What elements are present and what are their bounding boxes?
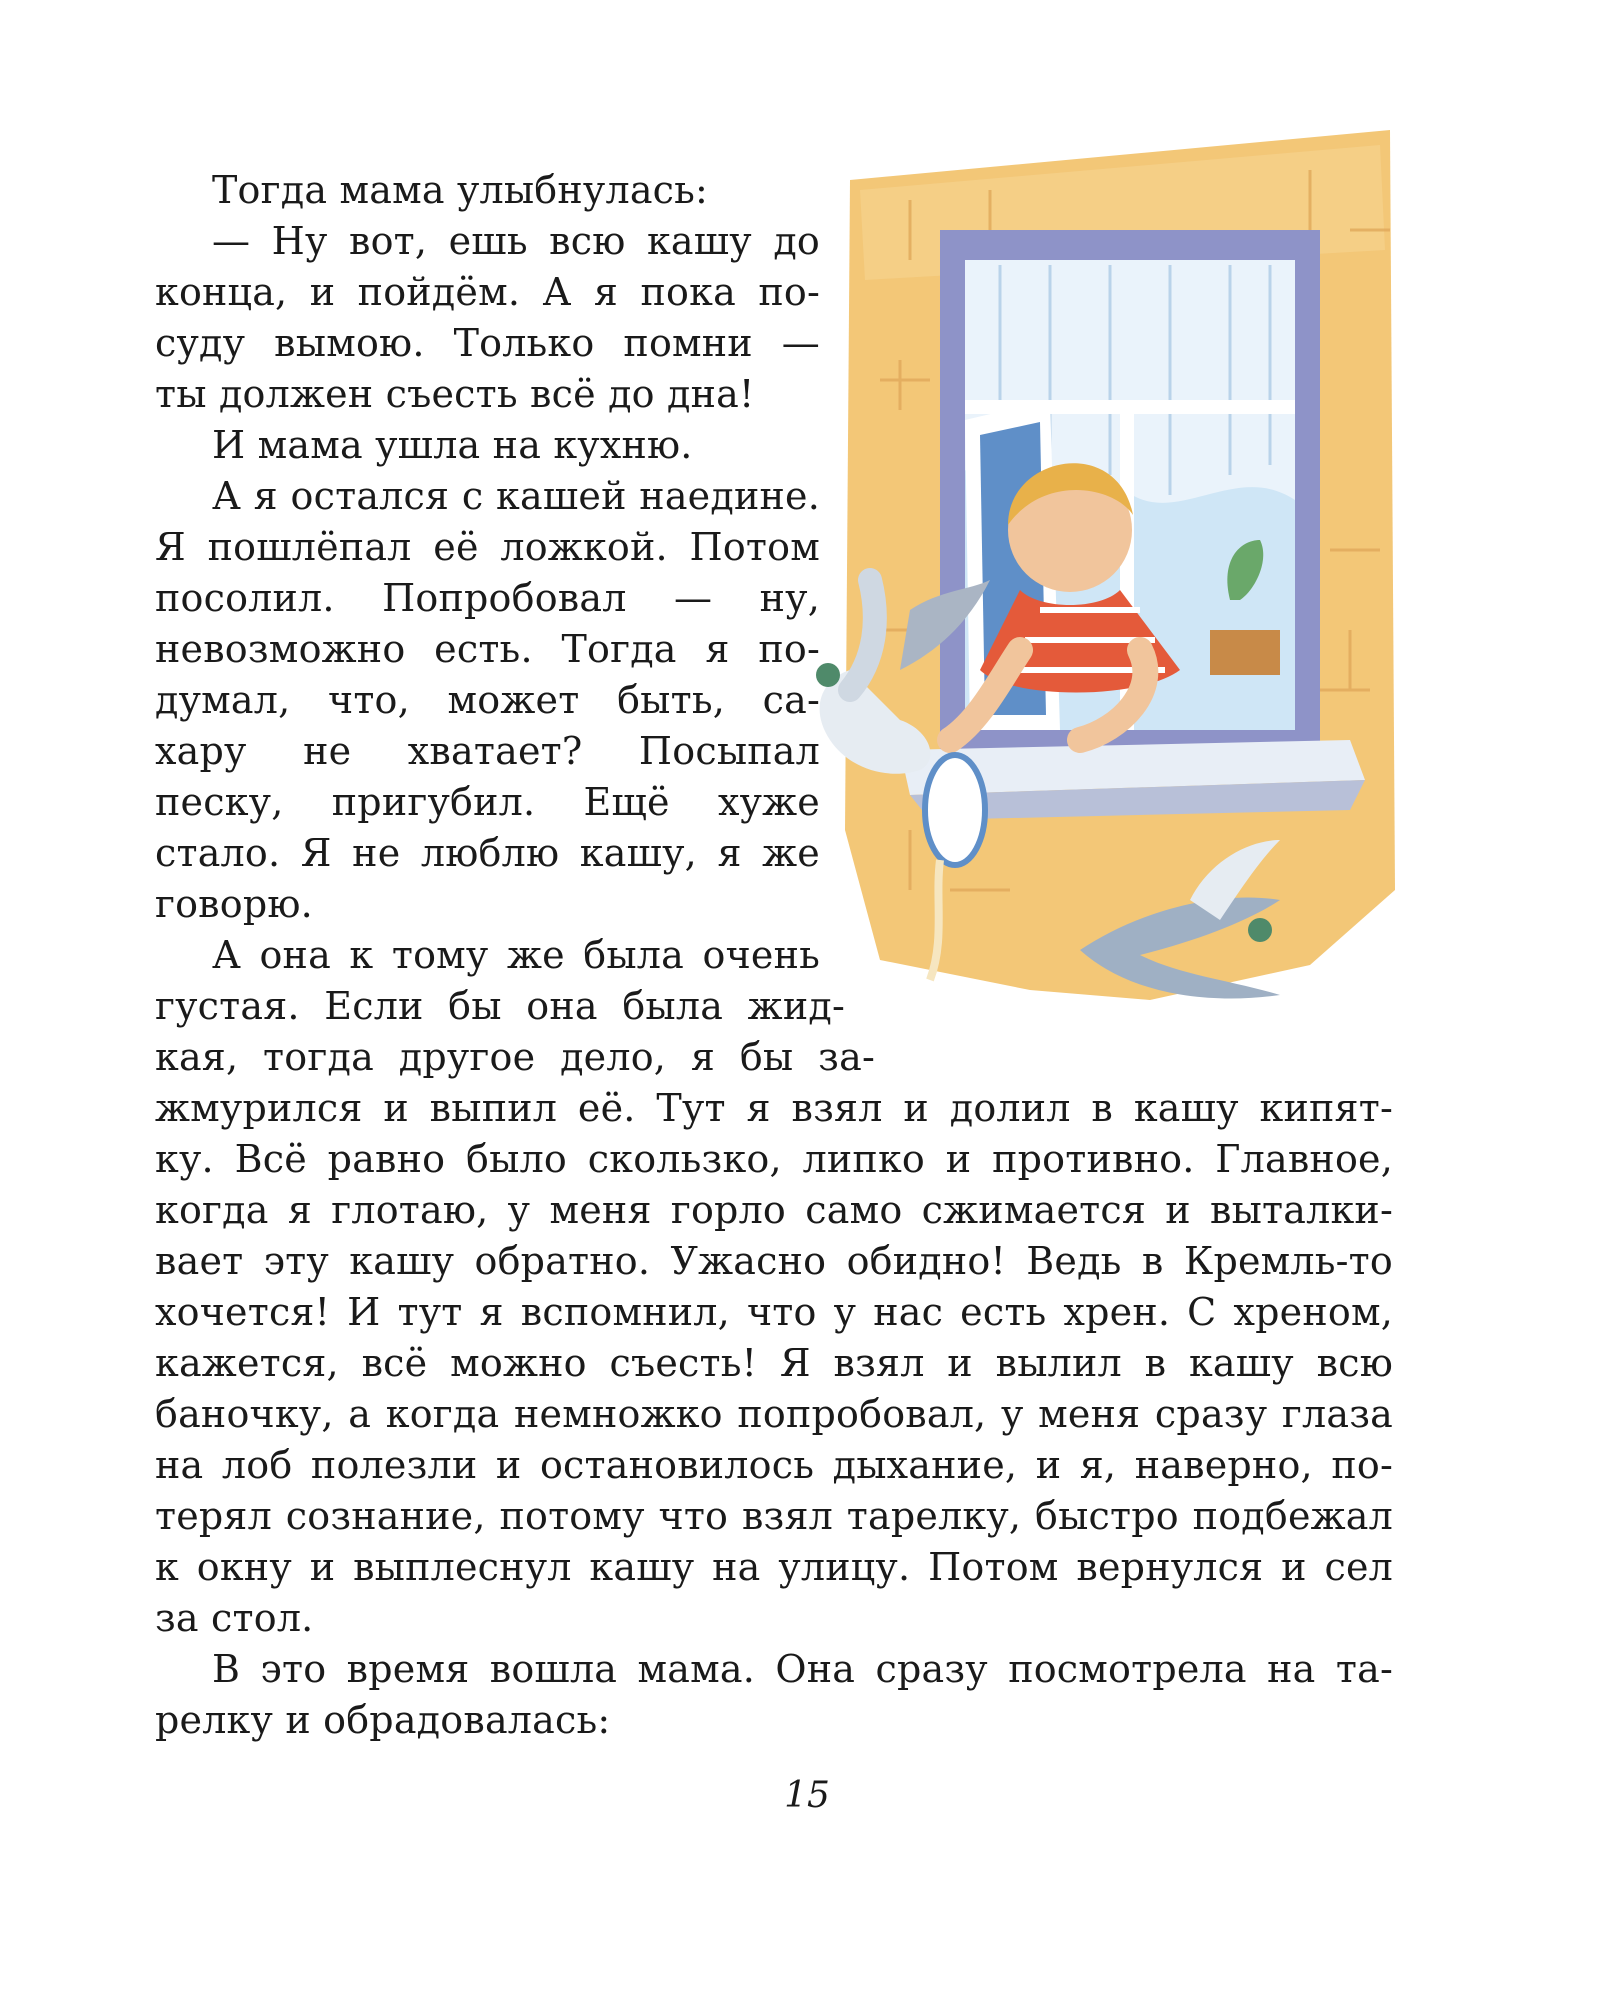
text-line: баночку, а когда немножко попробовал, у меня сразу глаза — [155, 1392, 1393, 1436]
text-line: ты должен съесть всё до дна! — [155, 372, 755, 416]
text-line: суду вымою. Только помни — — [155, 321, 820, 365]
text-line: кажется, всё можно съесть! Я взял и вылил в кашу всю — [155, 1341, 1393, 1385]
text-line: жмурился и выпил её. Тут я взял и долил в кашу кипят- — [155, 1086, 1393, 1130]
text-line: когда я глотаю, у меня горло само сжимается и выталки- — [155, 1188, 1393, 1232]
text-line: хару не хватает? Посыпал — [155, 729, 820, 773]
page-number: 15 — [784, 1775, 830, 1816]
text-line: кая, тогда другое дело, я бы за- — [155, 1035, 875, 1079]
illustration-boy-at-window — [790, 130, 1405, 1030]
text-line: Я пошлёпал её ложкой. Потом — [155, 525, 820, 569]
text-line: А она к тому же была очень — [212, 933, 820, 977]
text-line: хочется! И тут я вспомнил, что у нас есть хрен. С хреном, — [155, 1290, 1393, 1334]
text-line: конца, и пойдём. А я пока по- — [155, 270, 820, 314]
text-line: стало. Я не люблю кашу, я же — [155, 831, 820, 875]
text-line: Тогда мама улыбнулась: — [212, 168, 709, 212]
text-line: вает эту кашу обратно. Ужасно обидно! Ведь в Кремль-то — [155, 1239, 1393, 1283]
text-line: за стол. — [155, 1596, 314, 1640]
text-line: посолил. Попробовал — ну, — [155, 576, 820, 620]
text-line: В это время вошла мама. Она сразу посмотрела на та- — [212, 1647, 1393, 1691]
text-line: на лоб полезли и остановилось дыхание, и я, наверно, по- — [155, 1443, 1393, 1487]
text-line: ку. Всё равно было скользко, липко и противно. Главное, — [155, 1137, 1393, 1181]
text-line: густая. Если бы она была жид- — [155, 984, 845, 1028]
text-line: невозможно есть. Тогда я по- — [155, 627, 820, 671]
text-line: терял сознание, потому что взял тарелку, быстро подбежал — [155, 1494, 1393, 1538]
text-line: И мама ушла на кухню. — [212, 423, 693, 467]
text-line: песку, пригубил. Ещё хуже — [155, 780, 820, 824]
text-line: А я остался с кашей наедине. — [212, 474, 820, 518]
text-line: релку и обрадовалась: — [155, 1698, 611, 1742]
text-line: — Ну вот, ешь всю кашу до — [212, 219, 820, 263]
text-line: говорю. — [155, 882, 313, 926]
text-line: думал, что, может быть, са- — [155, 678, 820, 722]
text-line: к окну и выплеснул кашу на улицу. Потом вернулся и сел — [155, 1545, 1393, 1589]
